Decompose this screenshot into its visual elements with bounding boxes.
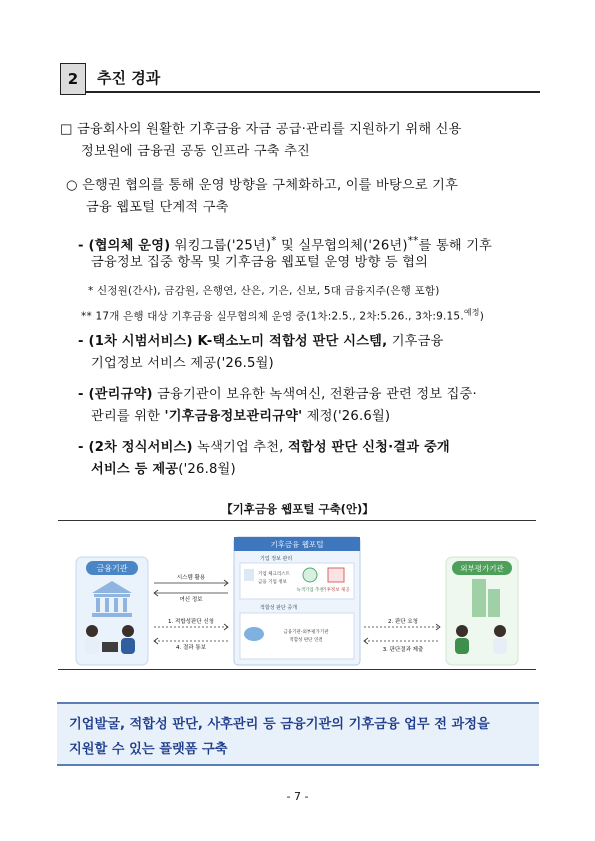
checklist-icon bbox=[244, 569, 254, 581]
arrow-label-4: 4. 결과 통보 bbox=[176, 645, 206, 651]
dash-item-1-text-a: 워킹그룹('25년) bbox=[170, 238, 272, 254]
dash-item-4-text-bold-2: 서비스 등 제공 bbox=[91, 462, 179, 477]
dash-item-3-line-1 bbox=[78, 386, 477, 404]
dash-item-3-heading: - (관리규약) bbox=[78, 387, 153, 402]
dash-item-4-text-date: ('26.8월) bbox=[178, 462, 236, 477]
figure-frame bbox=[58, 520, 536, 670]
portal-title: 기후금융 웹포털 bbox=[270, 540, 324, 549]
arrow-label-6: 3. 판단결과 제출 bbox=[382, 647, 424, 653]
dash-item-3-text-bold: '기후금융정보관리규약' bbox=[164, 409, 303, 424]
dash-item-4-text-bold: 적합성 판단 신청·결과 중개 bbox=[287, 440, 450, 455]
section-number: 2 bbox=[60, 63, 86, 95]
portal-diagram bbox=[58, 521, 536, 669]
footnote-2-text: ** 17개 은행 대상 기후금융 실무협의체 운영 중(1차:2.5., 2차:5.26., 3차:9.15. bbox=[81, 310, 464, 323]
dash-item-4-heading: - (2차 정식서비스) bbox=[78, 440, 193, 455]
external-evaluator-label: 외부평가기관 bbox=[460, 564, 504, 573]
arrow-label-2: 여신 정보 bbox=[179, 597, 203, 603]
dash-item-2-line-1 bbox=[78, 333, 443, 351]
paragraph-2-line-2: 금융 웹포털 단계적 구축 bbox=[86, 200, 229, 215]
climate-info-icon bbox=[328, 568, 344, 582]
dash-item-1-heading: - (협의체 운영) bbox=[78, 238, 171, 254]
footnote-mark-2: ** bbox=[407, 235, 419, 247]
green-company-icon bbox=[303, 568, 317, 582]
handshake-icon bbox=[244, 627, 264, 641]
dash-item-4-line-2 bbox=[91, 461, 236, 479]
dash-item-3-text-c: 제정('26.6월) bbox=[302, 409, 391, 424]
dash-item-2-line-2: 기업정보 서비스 제공('26.5월) bbox=[91, 356, 274, 371]
footnote-2 bbox=[81, 304, 484, 326]
portal-item-2: 금융 기업 정보 bbox=[258, 580, 287, 585]
footnote-1: * 신정원(간사), 금감원, 은행연, 산은, 기은, 신보, 5대 금융지주(은행 포함) bbox=[88, 285, 440, 297]
arrows-left bbox=[154, 580, 228, 644]
dash-item-1-line-1 bbox=[78, 232, 492, 255]
dash-item-1-text-b: 및 실무협의체('26년) bbox=[276, 238, 408, 254]
arrow-label-3: 1. 적합성판단 신청 bbox=[168, 619, 214, 625]
paragraph-1-line-2: 정보원에 금융권 공동 인프라 구축 추진 bbox=[81, 144, 310, 159]
arrows-right bbox=[364, 624, 440, 644]
summary-line-1: 기업발굴, 적합성 판단, 사후관리 등 금융기관의 기후금융 업무 전 과정을 bbox=[69, 717, 490, 732]
dash-item-2-heading: - (1차 시범서비스) K-택소노미 적합성 판단 시스템, bbox=[78, 334, 388, 349]
dash-item-4-text: 녹색기업 추천, bbox=[192, 440, 288, 455]
paragraph-2-line-1: ○ 은행권 협의를 통해 운영 방향을 구체화하고, 이를 바탕으로 기후 bbox=[66, 178, 459, 193]
portal-icon-1-label: 녹색기업 추천 bbox=[296, 588, 324, 593]
portal-sub2: 적합성 판단 중개 bbox=[260, 605, 297, 611]
dash-item-3-text: 금융기관이 보유한 녹색여신, 전환금융 관련 정보 집중· bbox=[152, 387, 477, 402]
portal-item-4: 적합성 판단 연결 bbox=[289, 638, 323, 643]
summary-box bbox=[57, 702, 539, 766]
dash-item-1-text-c: 를 통해 기후 bbox=[418, 238, 493, 254]
dash-item-2-text: 기후금융 bbox=[387, 334, 444, 349]
page-number: - 7 - bbox=[286, 790, 309, 803]
dash-item-1-line-2: 금융정보 집중 항목 및 기후금융 웹포털 운영 방향 등 협의 bbox=[91, 255, 429, 270]
dash-item-4-line-1 bbox=[78, 439, 450, 457]
figure-caption: 【기후금융 웹포털 구축(안)】 bbox=[221, 502, 374, 516]
dash-item-3-line-2 bbox=[91, 408, 390, 426]
portal-icon-2-label: 기후정보 제공 bbox=[322, 588, 350, 593]
arrow-label-1: 시스템 활용 bbox=[176, 575, 206, 581]
arrow-label-5: 2. 판단 요청 bbox=[388, 619, 418, 625]
portal-item-3: 금융기관-외부평가기관 bbox=[283, 630, 329, 635]
dash-item-3-text-a: 관리를 위한 bbox=[91, 409, 165, 424]
portal-sub1: 기업 정보 관리 bbox=[260, 556, 293, 562]
section-title: 추진 경과 bbox=[85, 63, 540, 93]
portal-item-1: 기업 체크리스트 bbox=[258, 572, 290, 577]
financial-institution-label: 금융기관 bbox=[96, 564, 128, 573]
footnote-2-end: ) bbox=[479, 310, 485, 323]
footnote-mark-1: * bbox=[271, 235, 277, 247]
footnote-2-sup: 예정 bbox=[463, 308, 480, 317]
paragraph-1-line-1: □ 금융회사의 원활한 기후금융 자금 공급·관리를 지원하기 위해 신용 bbox=[60, 122, 462, 137]
summary-line-2: 지원할 수 있는 플랫폼 구축 bbox=[69, 742, 228, 757]
